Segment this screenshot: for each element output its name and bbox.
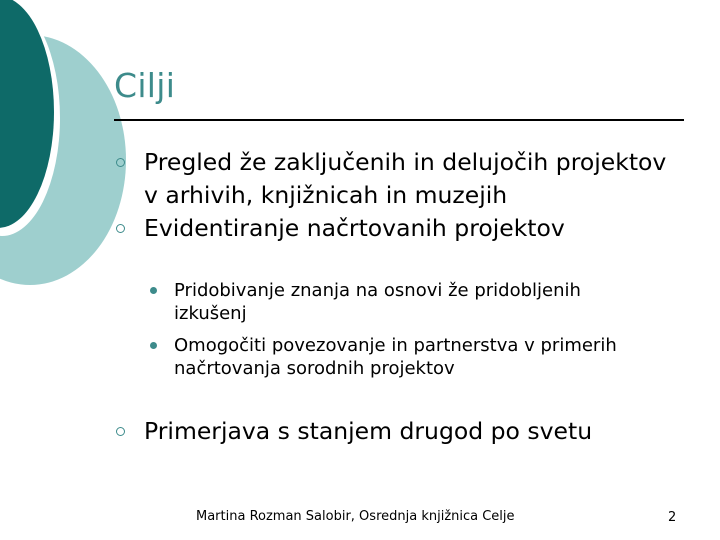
title-divider (114, 119, 684, 121)
bullet-text: Pregled že zaključenih in delujočih projektov v arhivih, knjižnicah in muzejih (144, 148, 667, 209)
hollow-circle-bullet-icon (114, 415, 126, 448)
page-number: 2 (668, 510, 677, 525)
filled-dot-bullet-icon (148, 334, 158, 357)
slide-footer: Martina Rozman Salobir, Osrednja knjižnica Celje (196, 509, 515, 524)
bullet-text: Primerjava s stanjem drugod po svetu (144, 417, 593, 445)
sub-bullet-item (148, 279, 648, 325)
hollow-circle-bullet-icon (114, 146, 126, 179)
bullet-item (114, 212, 684, 245)
sub-bullet-text: Omogočiti povezovanje in partnerstva v primerih načrtovanja sorodnih projektov (174, 335, 617, 379)
slide-title: Cilji (114, 66, 176, 105)
bullet-item (114, 146, 684, 212)
sub-bullet-text: Pridobivanje znanja na osnovi že pridobljenih izkušenj (174, 280, 581, 324)
bullet-text: Evidentiranje načrtovanih projektov (144, 214, 565, 242)
filled-dot-bullet-icon (148, 279, 158, 302)
bullet-item (114, 415, 684, 448)
hollow-circle-bullet-icon (114, 212, 126, 245)
sub-bullet-item (148, 334, 648, 380)
